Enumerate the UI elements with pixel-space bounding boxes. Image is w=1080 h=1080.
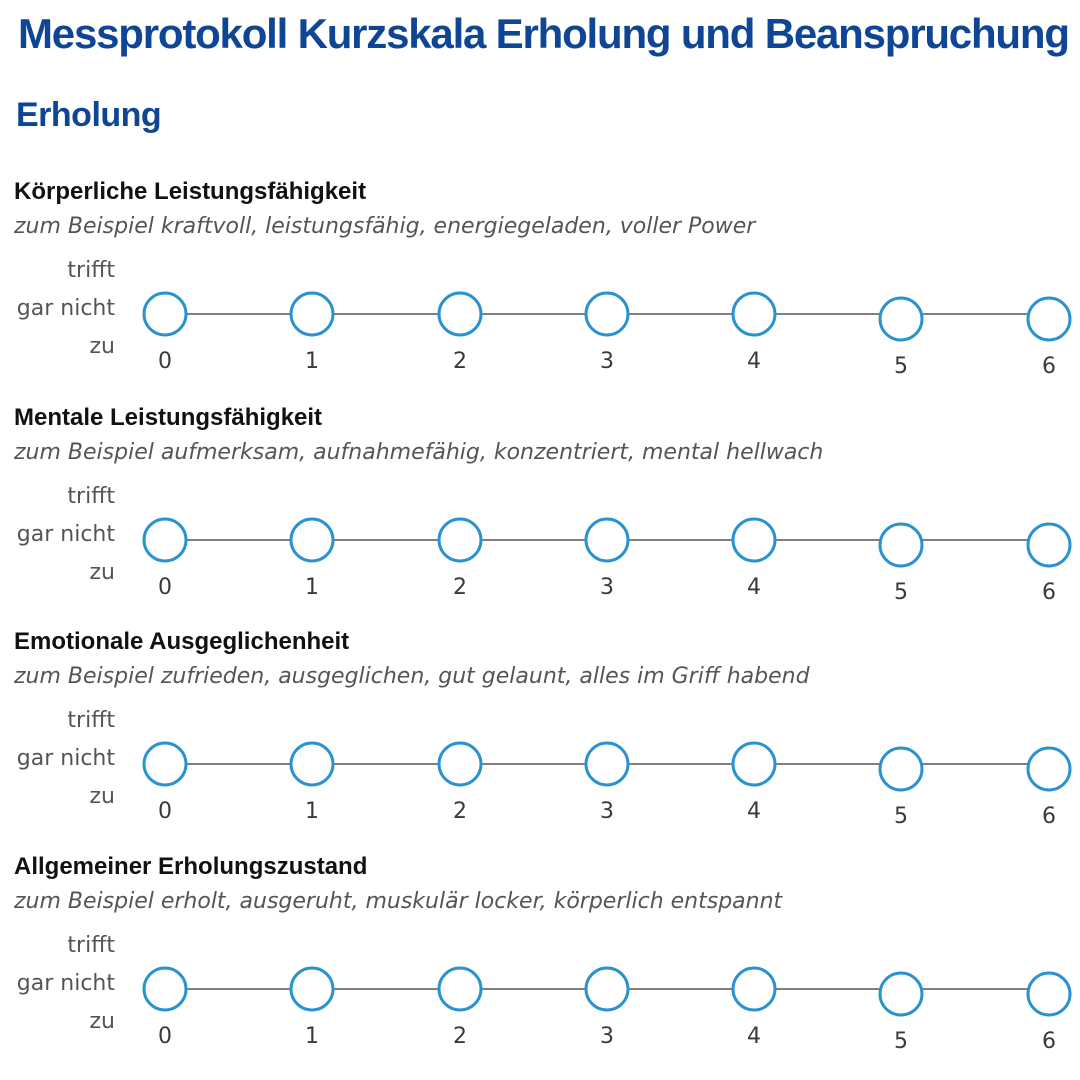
rating-option-label: 3 (600, 349, 614, 374)
rating-option-label: 2 (453, 575, 467, 600)
rating-option-5[interactable] (880, 973, 922, 1015)
rating-item (0, 178, 1080, 393)
rating-option-1[interactable] (291, 293, 333, 335)
section-title: Erholung (16, 96, 162, 134)
rating-item (0, 628, 1080, 843)
page-title: Messprotokoll Kurzskala Erholung und Beanspruchung (18, 10, 1069, 57)
rating-option-2[interactable] (439, 519, 481, 561)
rating-option-5[interactable] (880, 298, 922, 340)
rating-option-label: 6 (1042, 580, 1056, 605)
rating-item (0, 853, 1080, 1068)
rating-option-label: 5 (894, 1029, 908, 1054)
scale-anchor-label: trifft (67, 708, 115, 733)
item-title: Allgemeiner Erholungszustand (14, 853, 368, 880)
rating-scale (0, 494, 1080, 614)
rating-option-label: 5 (894, 354, 908, 379)
rating-option-4[interactable] (733, 743, 775, 785)
rating-option-6[interactable] (1028, 748, 1070, 790)
scale-anchor-label: gar nicht (16, 746, 115, 771)
rating-option-label: 3 (600, 1024, 614, 1049)
rating-option-label: 6 (1042, 354, 1056, 379)
rating-option-6[interactable] (1028, 298, 1070, 340)
item-examples: zum Beispiel kraftvoll, leistungsfähig, energiegeladen, voller Power (14, 214, 756, 239)
scale-anchor-label: zu (89, 334, 115, 359)
rating-option-label: 1 (305, 575, 319, 600)
rating-option-label: 4 (747, 349, 761, 374)
rating-option-0[interactable] (144, 293, 186, 335)
scale-anchor-label: trifft (67, 484, 115, 509)
scale-anchor-label: zu (89, 560, 115, 585)
rating-option-label: 5 (894, 580, 908, 605)
rating-option-3[interactable] (586, 968, 628, 1010)
rating-option-label: 6 (1042, 804, 1056, 829)
rating-option-label: 3 (600, 575, 614, 600)
rating-option-6[interactable] (1028, 524, 1070, 566)
rating-option-label: 4 (747, 799, 761, 824)
item-title: Körperliche Leistungsfähigkeit (14, 178, 367, 205)
rating-option-5[interactable] (880, 748, 922, 790)
rating-option-1[interactable] (291, 519, 333, 561)
rating-option-label: 0 (158, 349, 172, 374)
rating-option-2[interactable] (439, 743, 481, 785)
rating-option-1[interactable] (291, 743, 333, 785)
scale-anchor-label: zu (89, 1009, 115, 1034)
rating-option-label: 2 (453, 799, 467, 824)
rating-scale (0, 268, 1080, 388)
rating-item (0, 404, 1080, 619)
rating-option-4[interactable] (733, 968, 775, 1010)
rating-option-label: 4 (747, 1024, 761, 1049)
scale-anchor-label: trifft (67, 258, 115, 283)
scale-anchor-label: gar nicht (16, 296, 115, 321)
rating-option-label: 1 (305, 1024, 319, 1049)
rating-option-2[interactable] (439, 968, 481, 1010)
rating-option-2[interactable] (439, 293, 481, 335)
rating-option-3[interactable] (586, 519, 628, 561)
rating-option-label: 1 (305, 349, 319, 374)
scale-anchor-label: zu (89, 784, 115, 809)
rating-option-4[interactable] (733, 519, 775, 561)
rating-option-0[interactable] (144, 968, 186, 1010)
item-examples: zum Beispiel zufrieden, ausgeglichen, gut gelaunt, alles im Griff habend (14, 664, 810, 689)
rating-option-4[interactable] (733, 293, 775, 335)
rating-option-3[interactable] (586, 293, 628, 335)
rating-option-label: 5 (894, 804, 908, 829)
item-examples: zum Beispiel erholt, ausgeruht, muskulär locker, körperlich entspannt (14, 889, 783, 914)
rating-option-1[interactable] (291, 968, 333, 1010)
rating-option-3[interactable] (586, 743, 628, 785)
rating-option-0[interactable] (144, 743, 186, 785)
rating-option-label: 3 (600, 799, 614, 824)
rating-option-label: 6 (1042, 1029, 1056, 1054)
item-examples: zum Beispiel aufmerksam, aufnahmefähig, konzentriert, mental hellwach (14, 440, 824, 465)
scale-anchor-label: trifft (67, 933, 115, 958)
item-title: Mentale Leistungsfähigkeit (14, 404, 323, 431)
rating-scale (0, 718, 1080, 838)
rating-option-label: 0 (158, 1024, 172, 1049)
scale-anchor-label: gar nicht (16, 971, 115, 996)
rating-option-0[interactable] (144, 519, 186, 561)
rating-option-label: 1 (305, 799, 319, 824)
rating-option-label: 4 (747, 575, 761, 600)
rating-option-label: 2 (453, 349, 467, 374)
rating-option-6[interactable] (1028, 973, 1070, 1015)
rating-option-label: 0 (158, 799, 172, 824)
rating-scale (0, 943, 1080, 1063)
rating-option-5[interactable] (880, 524, 922, 566)
rating-option-label: 2 (453, 1024, 467, 1049)
scale-anchor-label: gar nicht (16, 522, 115, 547)
item-title: Emotionale Ausgeglichenheit (14, 628, 350, 655)
rating-option-label: 0 (158, 575, 172, 600)
